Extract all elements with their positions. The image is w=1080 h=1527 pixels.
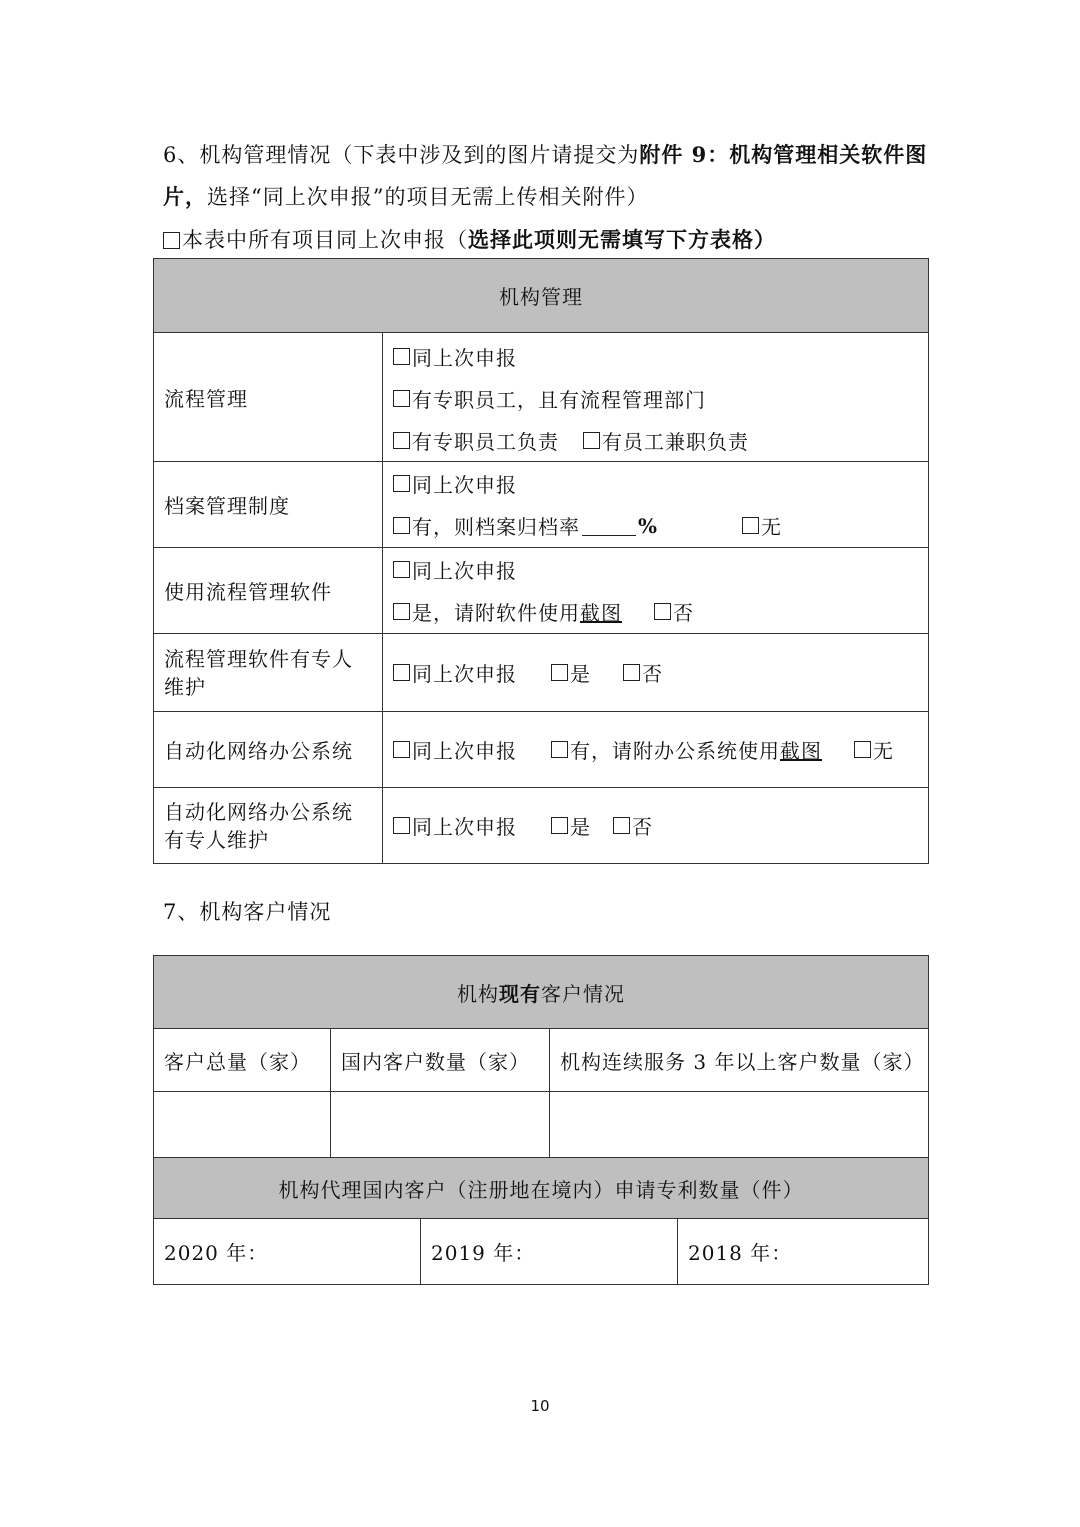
row-label-process-management: 流程管理 bbox=[154, 333, 383, 462]
domestic-clients-input[interactable] bbox=[331, 1092, 550, 1158]
year-2019-field[interactable]: 2019 年： bbox=[421, 1219, 678, 1285]
checkbox[interactable] bbox=[613, 817, 630, 834]
checkbox[interactable] bbox=[393, 432, 410, 449]
year-2020-field[interactable]: 2020 年： bbox=[154, 1219, 421, 1285]
option-label: 无 bbox=[761, 515, 783, 539]
option-label: 否 bbox=[632, 815, 653, 839]
checkbox[interactable] bbox=[583, 432, 600, 449]
col-total-clients: 客户总量（家） bbox=[154, 1029, 331, 1092]
option-label: 有，请附办公系统使用 bbox=[570, 739, 780, 763]
header-text: 机构 bbox=[457, 981, 499, 1006]
option-label: 同上次申报 bbox=[412, 345, 517, 370]
checkbox[interactable] bbox=[393, 664, 410, 681]
checkbox[interactable] bbox=[393, 741, 410, 758]
checkbox[interactable] bbox=[623, 664, 640, 681]
checkbox[interactable] bbox=[393, 348, 410, 365]
section6-line1 bbox=[163, 139, 927, 169]
checkbox[interactable] bbox=[393, 817, 410, 834]
section7-title: 7、机构客户情况 bbox=[163, 900, 332, 924]
checkbox[interactable] bbox=[393, 390, 410, 407]
option-label: 是，请附软件使用 bbox=[412, 601, 580, 625]
checkbox[interactable] bbox=[393, 475, 410, 492]
section6-text-bold: 片， bbox=[163, 184, 207, 209]
row-label-process-software: 使用流程管理软件 bbox=[154, 548, 383, 634]
same-as-last-all-label: 本表中所有项目同上次申报（ bbox=[182, 228, 468, 252]
section6-line2 bbox=[163, 181, 648, 211]
option-label: 有员工兼职负责 bbox=[602, 429, 749, 454]
header-text-bold: 现有 bbox=[499, 981, 541, 1006]
row-label-archive-system: 档案管理制度 bbox=[154, 462, 383, 548]
option-label: 否 bbox=[642, 662, 663, 686]
option-label: 有专职员工，且有流程管理部门 bbox=[412, 387, 706, 412]
checkbox[interactable] bbox=[742, 517, 759, 534]
option-label: 无 bbox=[873, 739, 894, 763]
section6-line3 bbox=[163, 224, 776, 254]
checkbox[interactable] bbox=[393, 517, 410, 534]
checkbox[interactable] bbox=[654, 603, 671, 620]
option-label: 有，则档案归档率 bbox=[412, 515, 580, 539]
row-label-software-maintenance: 流程管理软件有专人维护 bbox=[154, 634, 383, 712]
section6-text: 选择“同上次申报”的项目无需上传相关附件） bbox=[207, 185, 649, 209]
management-table bbox=[153, 258, 929, 864]
option-label: 有专职员工负责 bbox=[412, 429, 559, 454]
page-number: 10 bbox=[530, 1397, 550, 1415]
checkbox[interactable] bbox=[854, 741, 871, 758]
screenshot-label: 截图 bbox=[780, 739, 822, 763]
section6-text: 6、机构管理情况（下表中涉及到的图片请提交为 bbox=[163, 143, 640, 167]
clients-table bbox=[153, 955, 929, 1285]
option-label: 同上次申报 bbox=[412, 473, 517, 497]
year-2018-field[interactable]: 2018 年： bbox=[678, 1219, 929, 1285]
percent-sign: % bbox=[638, 513, 659, 538]
same-as-last-all-checkbox[interactable] bbox=[163, 232, 180, 249]
patent-count-header: 机构代理国内客户（注册地在境内）申请专利数量（件） bbox=[154, 1158, 929, 1219]
option-label: 是 bbox=[570, 815, 591, 839]
checkbox[interactable] bbox=[551, 817, 568, 834]
row-label-office-maintenance: 自动化网络办公系统有专人维护 bbox=[154, 788, 383, 864]
checkbox[interactable] bbox=[393, 561, 410, 578]
clients-table-header bbox=[154, 956, 929, 1029]
option-label: 否 bbox=[673, 601, 694, 625]
option-label: 同上次申报 bbox=[412, 662, 517, 686]
skip-table-note: 选择此项则无需填写下方表格） bbox=[468, 227, 776, 252]
col-3yr-clients: 机构连续服务 3 年以上客户数量（家） bbox=[550, 1029, 929, 1092]
option-label: 同上次申报 bbox=[412, 815, 517, 839]
header-text: 客户情况 bbox=[541, 981, 625, 1006]
management-table-header: 机构管理 bbox=[154, 259, 929, 333]
checkbox[interactable] bbox=[393, 603, 410, 620]
col-domestic-clients: 国内客户数量（家） bbox=[331, 1029, 550, 1092]
option-label: 是 bbox=[570, 662, 591, 686]
checkbox[interactable] bbox=[551, 664, 568, 681]
checkbox[interactable] bbox=[551, 741, 568, 758]
option-label: 同上次申报 bbox=[412, 559, 517, 583]
option-label: 同上次申报 bbox=[412, 739, 517, 763]
screenshot-label: 截图 bbox=[580, 601, 622, 625]
attachment-note: 附件 9：机构管理相关软件图 bbox=[639, 142, 928, 167]
3yr-clients-input[interactable] bbox=[550, 1092, 929, 1158]
archive-rate-blank[interactable] bbox=[582, 515, 636, 536]
total-clients-input[interactable] bbox=[154, 1092, 331, 1158]
row-label-office-system: 自动化网络办公系统 bbox=[154, 712, 383, 788]
